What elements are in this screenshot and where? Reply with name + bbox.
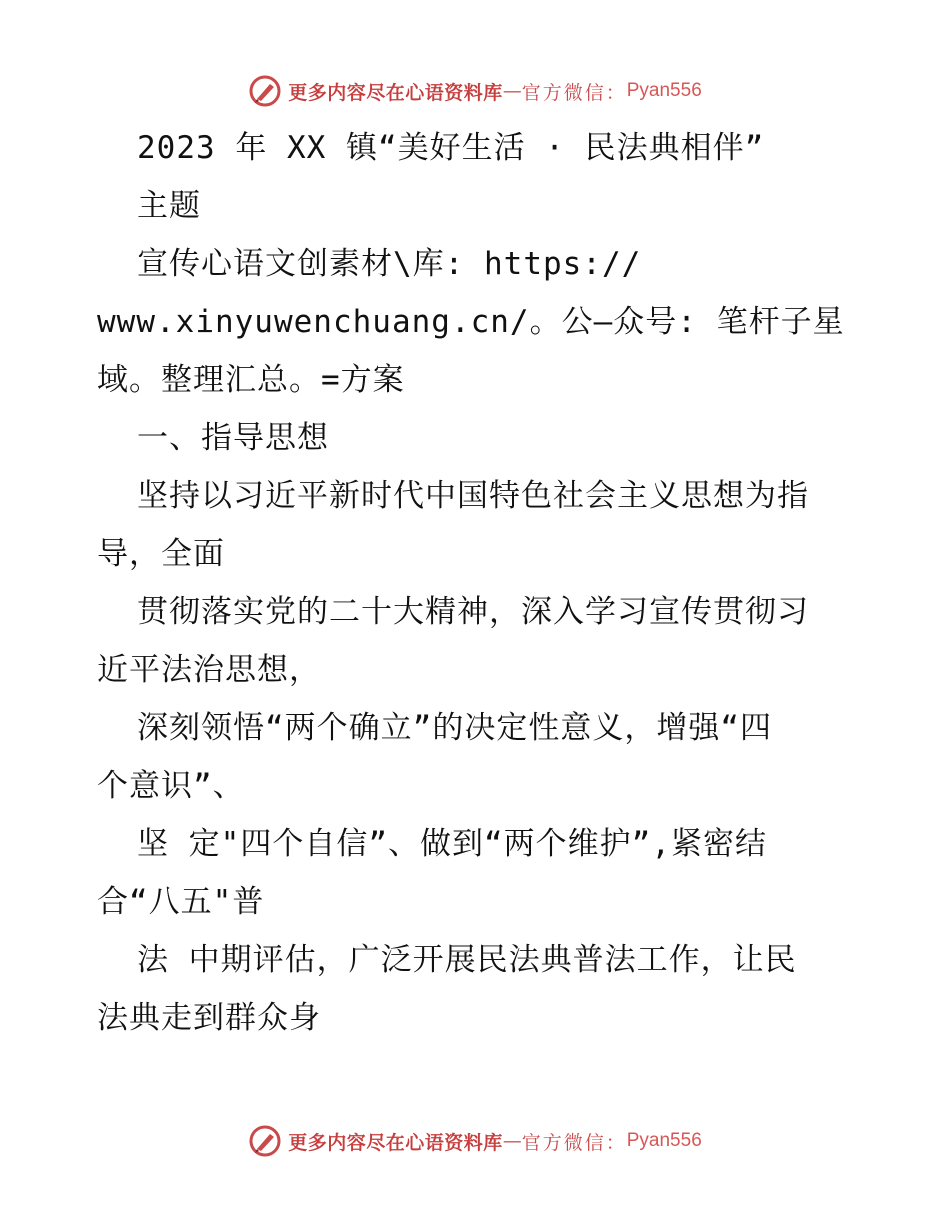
banner-wechat-id: Pyan556 [626,80,702,101]
document-body [97,119,857,1047]
doc-title-line-1: 2023 年 XX 镇“美好生活 · 民法典相伴” [137,130,765,166]
doc-title-line-2: 主题 [137,188,201,224]
doc-paragraph-line: 近平法治思想， [97,652,321,688]
doc-paragraph-line: 坚 定"四个自信”、做到“两个维护”,紧密结 [137,826,767,862]
banner-separator: — [502,1130,522,1152]
doc-paragraph-line: 法典走到群众身 [97,1000,321,1036]
doc-paragraph-line: www.xinyuwenchuang.cn/。公—众号: 笔杆子星 [97,304,845,340]
doc-paragraph-line: 贯彻落实党的二十大精神，深入学习宣传贯彻习 [137,594,809,630]
doc-paragraph-line: 坚持以习近平新时代中国特色社会主义思想为指 [137,478,809,514]
banner-wechat-label: 官方微信： [521,81,627,104]
doc-paragraph-line: 合“八五"普 [97,884,265,920]
doc-paragraph-line: 域。整理汇总。=方案 [97,362,405,398]
doc-paragraph-line: 法 中期评估，广泛开展民法典普法工作，让民 [137,942,797,978]
doc-paragraph-line: 宣传心语文创素材\库: https:// [137,246,642,282]
banner-separator: — [502,80,522,102]
pen-logo-icon [248,1124,282,1158]
doc-paragraph-line: 导，全面 [97,536,225,572]
header-banner [0,71,950,111]
banner-main-text: 更多内容尽在心语资料库 [288,1131,503,1154]
section-heading: 一、指导思想 [137,420,329,456]
banner-main-text: 更多内容尽在心语资料库 [288,81,503,104]
banner-wechat-label: 官方微信： [521,1131,627,1154]
doc-paragraph-line: 深刻领悟“两个确立”的决定性意义，增强“四 [137,710,772,746]
banner-wechat-id: Pyan556 [626,1130,702,1151]
pen-logo-icon [248,74,282,108]
doc-paragraph-line: 个意识”、 [97,768,245,804]
footer-banner [0,1121,950,1161]
